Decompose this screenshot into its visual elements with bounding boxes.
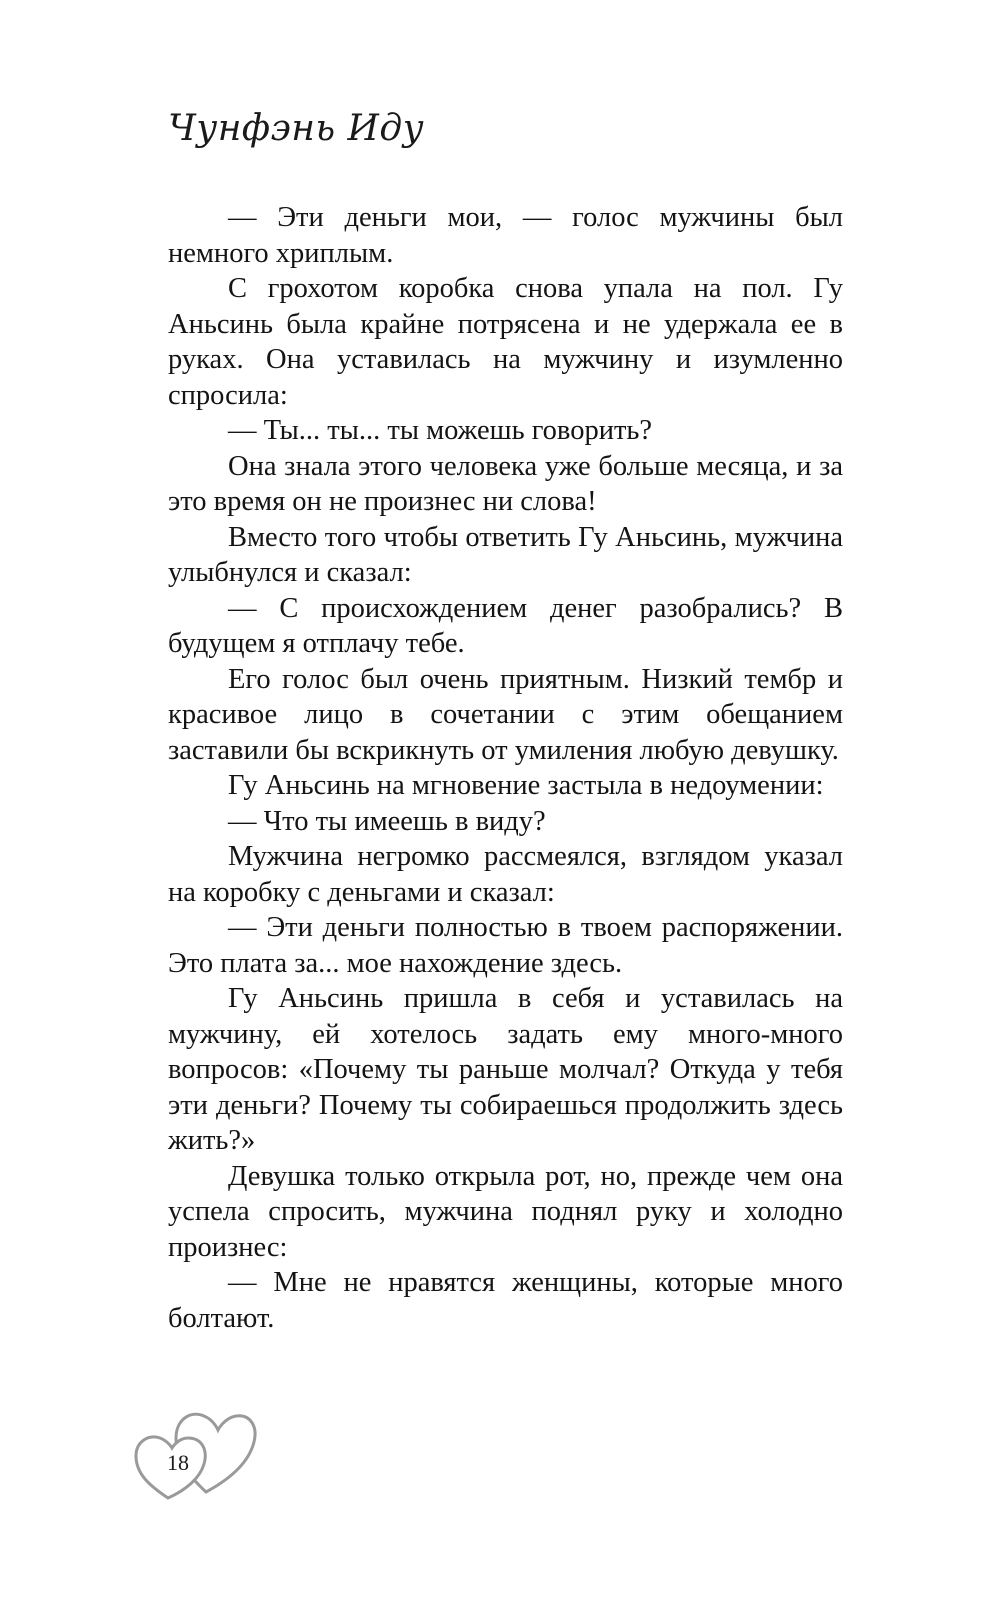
paragraph: Гу Аньсинь на мгновение застыла в недоумении:	[228, 770, 824, 801]
paragraph: Гу Аньсинь пришла в себя и уставилась на мужчину, ей хотелось задать ему много-много вопросов: «Почему ты раньше молчал? Откуда у тебя эти деньги? Почему ты собираешься продолжить здесь жить?»	[168, 983, 843, 1156]
paragraph: — С происхождением денег разобрались? В будущем я отплачу тебе.	[168, 592, 843, 659]
paragraph: — Ты... ты... ты можешь говорить?	[228, 415, 653, 446]
paragraph: С грохотом коробка снова упала на пол. Гу Аньсинь была крайне потрясена и не удержала ее в руках. Она уставилась на мужчину и изумленно спросила:	[168, 273, 843, 411]
page-number: 18	[167, 1450, 189, 1475]
paragraph: Его голос был очень приятным. Низкий тембр и красивое лицо в сочетании с этим обещанием заставили бы вскрикнуть от умиления любую девушку.	[168, 663, 843, 766]
paragraph: — Мне не нравятся женщины, которые много болтают.	[168, 1267, 843, 1334]
paragraph: Мужчина негромко рассмеялся, взглядом указал на коробку с деньгами и сказал:	[168, 841, 843, 908]
paragraph: — Эти деньги полностью в твоем распоряжении. Это плата за... мое нахождение здесь.	[168, 912, 843, 979]
paragraph: Вместо того чтобы ответить Гу Аньсинь, мужчина улыбнулся и сказал:	[168, 521, 843, 588]
paragraph: — Эти деньги мои, — голос мужчины был немного хриплым.	[168, 202, 843, 269]
paragraph: Девушка только открыла рот, но, прежде чем она успела спросить, мужчина поднял руку и холодно произнес:	[168, 1160, 843, 1263]
paragraph: Она знала этого человека уже больше месяца, и за это время он не произнес ни слова!	[168, 450, 843, 517]
paragraph: — Что ты имеешь в виду?	[228, 805, 546, 837]
running-head-author: Чунфэнь Иду	[168, 108, 425, 149]
body-text	[168, 200, 843, 1336]
double-heart-icon	[128, 1380, 258, 1500]
